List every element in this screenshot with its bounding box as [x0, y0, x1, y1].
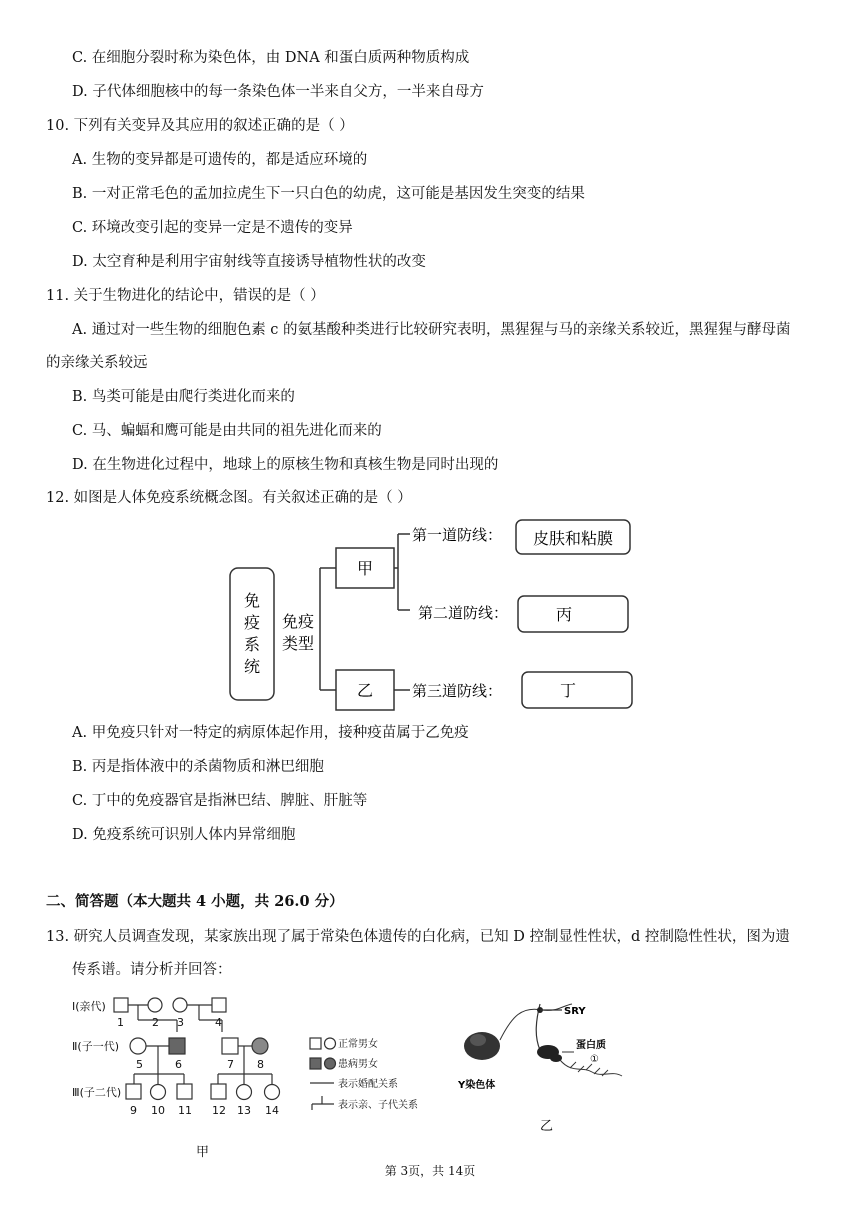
- female-5: [130, 1038, 146, 1054]
- legend-affected-female: [325, 1058, 336, 1069]
- option-10b: B. 一对正常毛色的孟加拉虎生下一只白色的幼虎，这可能是基因发生突变的结果: [72, 186, 585, 202]
- option-11a-cont: 的亲缘关系较远: [46, 355, 148, 371]
- id-6: 6: [175, 1058, 182, 1071]
- line2-label: 第二道防线：: [418, 604, 509, 622]
- section-heading: 二、简答题（本大题共 4 小题，共 26.0 分）: [46, 893, 344, 910]
- female-2: [148, 998, 162, 1012]
- pedigree-chart: [72, 990, 422, 1160]
- option-12d: D. 免疫系统可识别人体内异常细胞: [72, 827, 296, 843]
- sry-label: SRY: [564, 1006, 586, 1017]
- legend-affected-label: 患病男女: [338, 1059, 378, 1070]
- id-10: 10: [151, 1104, 165, 1117]
- male-12: [211, 1084, 226, 1099]
- id-8: 8: [257, 1058, 264, 1071]
- box2-label: 丙: [555, 605, 573, 624]
- question-10: 10. 下列有关变异及其应用的叙述正确的是（ ）: [46, 118, 354, 134]
- id-4: 4: [215, 1016, 222, 1029]
- option-11a: A. 通过对一些生物的细胞色素 c 的氨基酸种类进行比较研究表明，黑猩猩与马的亲缘关系较近，黑猩猩与酵母菌: [72, 322, 791, 338]
- id-7: 7: [227, 1058, 234, 1071]
- id-12: 12: [212, 1104, 226, 1117]
- option-12a: A. 甲免疫只针对一特定的病原体起作用，接种疫苗属于乙免疫: [72, 725, 469, 741]
- option-11b: B. 鸟类可能是由爬行类进化而来的: [72, 389, 295, 405]
- id-14: 14: [265, 1104, 279, 1117]
- male-6: [169, 1038, 185, 1054]
- root-char-2: 疫: [243, 613, 261, 632]
- male-11: [177, 1084, 192, 1099]
- legend-normal-female: [325, 1038, 336, 1049]
- option-9c: C. 在细胞分裂时称为染色体，由 DNA 和蛋白质两种物质构成: [72, 50, 470, 66]
- male-7: [222, 1038, 238, 1054]
- yi-label: 乙: [356, 681, 374, 700]
- id-5: 5: [136, 1058, 143, 1071]
- female-3: [173, 998, 187, 1012]
- legend-descent-label: 表示亲、子代关系: [338, 1100, 418, 1111]
- legend-marriage-label: 表示婚配关系: [338, 1079, 398, 1090]
- id-13: 13: [237, 1104, 251, 1117]
- y-chrom-label: Y染色体: [458, 1080, 496, 1091]
- legend-normal-male: [310, 1038, 321, 1049]
- box2: [518, 596, 628, 632]
- root-char-4: 统: [243, 657, 261, 676]
- id-9: 9: [130, 1104, 137, 1117]
- female-13: [237, 1085, 252, 1100]
- question-12: 12. 如图是人体免疫系统概念图。有关叙述正确的是（ ）: [46, 490, 412, 506]
- root-char-3: 系: [243, 635, 261, 654]
- chromosome-caption: 乙: [540, 1119, 554, 1134]
- option-11c: C. 马、蝙蝠和鹰可能是由共同的祖先进化而来的: [72, 423, 382, 439]
- line3-label: 第三道防线：: [412, 682, 503, 700]
- id-1: 1: [117, 1016, 124, 1029]
- option-10a: A. 生物的变异都是可遗传的，都是适应环境的: [72, 152, 368, 168]
- gen3-label: Ⅲ(子二代): [72, 1086, 122, 1099]
- gen1-label: Ⅰ(亲代): [72, 1000, 106, 1013]
- protein-label: 蛋白质: [576, 1040, 606, 1051]
- female-10: [151, 1085, 166, 1100]
- immune-system-box: [230, 568, 274, 700]
- type-label-top: 免疫: [281, 612, 315, 631]
- option-10c: C. 环境改变引起的变异一定是不遗传的变异: [72, 220, 353, 236]
- male-1: [114, 998, 128, 1012]
- female-8: [252, 1038, 268, 1054]
- box1-label: 皮肤和粘膜: [532, 529, 614, 548]
- option-9d: D. 子代体细胞核中的每一条染色体一半来自父方，一半来自母方: [72, 84, 484, 100]
- option-12c: C. 丁中的免疫器官是指淋巴结、脾脏、肝脏等: [72, 793, 368, 809]
- legend-affected-male: [310, 1058, 321, 1069]
- immune-concept-diagram: [220, 514, 640, 714]
- male-9: [126, 1084, 141, 1099]
- chromosome-figure: [452, 996, 652, 1146]
- question-13-cont: 传系谱。请分析并回答：: [72, 962, 232, 978]
- pedigree-caption: 甲: [196, 1145, 210, 1160]
- id-2: 2: [152, 1016, 159, 1029]
- id-3: 3: [177, 1016, 184, 1029]
- question-11: 11. 关于生物进化的结论中，错误的是（ ）: [46, 288, 325, 304]
- box3-label: 丁: [559, 681, 577, 700]
- gen2-label: Ⅱ(子一代): [72, 1040, 119, 1053]
- option-11d: D. 在生物进化过程中，地球上的原核生物和真核生物是同时出现的: [72, 457, 499, 473]
- legend-normal-label: 正常男女: [338, 1039, 378, 1050]
- jia-label: 甲: [356, 559, 374, 578]
- root-char-1: 免: [243, 591, 261, 610]
- line1-label: 第一道防线：: [412, 526, 503, 544]
- option-10d: D. 太空育种是利用宇宙射线等直接诱导植物性状的改变: [72, 254, 426, 270]
- circled-one-label: ①: [590, 1054, 599, 1065]
- male-4: [212, 998, 226, 1012]
- page-footer: 第 3页，共 14页: [384, 1164, 476, 1178]
- question-13: 13. 研究人员调查发现，某家族出现了属于常染色体遗传的白化病，已知 D 控制显性性状，d 控制隐性性状，图为遗: [46, 929, 790, 945]
- option-12b: B. 丙是指体液中的杀菌物质和淋巴细胞: [72, 759, 324, 775]
- female-14: [265, 1085, 280, 1100]
- type-label-bottom: 类型: [281, 634, 315, 653]
- id-11: 11: [178, 1104, 192, 1117]
- box3: [522, 672, 632, 708]
